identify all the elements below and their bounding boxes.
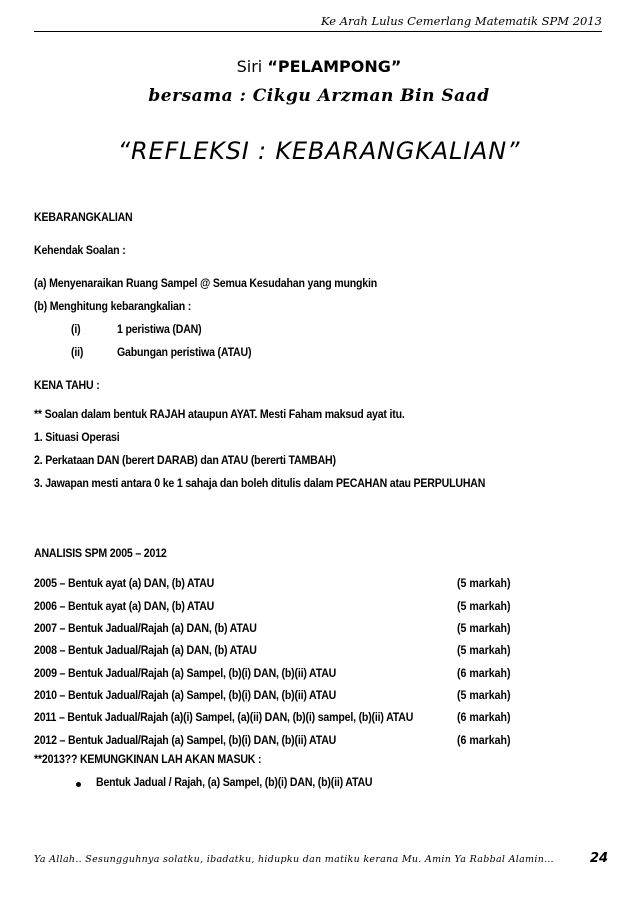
section-heading: KEBARANGKALIAN	[34, 212, 133, 224]
sub-item-ii-number: (ii)	[71, 347, 84, 359]
analisis-row-marks: (5 markah)	[457, 690, 511, 702]
sub-item-ii-text: Gabungan peristiwa (ATAU)	[117, 347, 252, 359]
bullet-dot-icon	[76, 782, 81, 787]
kehendak-heading: Kehendak Soalan :	[34, 245, 126, 257]
analisis-row-marks: (5 markah)	[457, 645, 511, 657]
running-header: Ke Arah Lulus Cemerlang Matematik SPM 2013	[321, 14, 602, 28]
requirement-a: (a) Menyenaraikan Ruang Sampel @ Semua Kesudahan yang mungkin	[34, 278, 378, 290]
analisis-row-text: 2008 – Bentuk Jadual/Rajah (a) DAN, (b) ATAU	[34, 645, 257, 657]
note-4: 3. Jawapan mesti antara 0 ke 1 sahaja dan boleh ditulis dalam PECAHAN atau PERPULUHAN	[34, 478, 486, 490]
sub-item-i-text: 1 peristiwa (DAN)	[117, 324, 202, 336]
analisis-row-marks: (6 markah)	[457, 668, 511, 680]
prediction-heading: **2013?? KEMUNGKINAN LAH AKAN MASUK :	[34, 754, 262, 766]
author-line: bersama : Cikgu Arzman Bin Saad	[148, 86, 490, 106]
prediction-bullet: Bentuk Jadual / Rajah, (a) Sampel, (b)(i) DAN, (b)(ii) ATAU	[96, 777, 373, 789]
note-1: ** Soalan dalam bentuk RAJAH ataupun AYAT. Mesti Faham maksud ayat itu.	[34, 409, 405, 421]
analisis-row-marks: (6 markah)	[457, 712, 511, 724]
analisis-row-text: 2009 – Bentuk Jadual/Rajah (a) Sampel, (b)(i) DAN, (b)(ii) ATAU	[34, 668, 337, 680]
series-prefix: Siri	[236, 57, 268, 76]
series-title	[0, 57, 638, 76]
analisis-row-marks: (5 markah)	[457, 601, 511, 613]
analisis-row-marks: (5 markah)	[457, 578, 511, 590]
analisis-row-text: 2012 – Bentuk Jadual/Rajah (a) Sampel, (b)(i) DAN, (b)(ii) ATAU	[34, 735, 337, 747]
analisis-row-text: 2007 – Bentuk Jadual/Rajah (a) DAN, (b) ATAU	[34, 623, 257, 635]
page-number: 24	[590, 851, 609, 866]
requirement-b: (b) Menghitung kebarangkalian :	[34, 301, 192, 313]
note-3: 2. Perkataan DAN (berert DARAB) dan ATAU (bererti TAMBAH)	[34, 455, 336, 467]
analisis-row-text: 2006 – Bentuk ayat (a) DAN, (b) ATAU	[34, 601, 215, 613]
analisis-row-marks: (6 markah)	[457, 735, 511, 747]
series-name: “PELAMPONG”	[267, 57, 402, 76]
analisis-heading: ANALISIS SPM 2005 – 2012	[34, 548, 167, 560]
header-divider	[34, 31, 602, 32]
document-title: “REFLEKSI : KEBARANGKALIAN”	[117, 137, 521, 165]
analisis-row-text: 2011 – Bentuk Jadual/Rajah (a)(i) Sampel, (a)(ii) DAN, (b)(i) sampel, (b)(ii) ATAU	[34, 712, 414, 724]
analisis-row-text: 2005 – Bentuk ayat (a) DAN, (b) ATAU	[34, 578, 215, 590]
analisis-row-marks: (5 markah)	[457, 623, 511, 635]
kena-tahu-heading: KENA TAHU :	[34, 380, 100, 392]
sub-item-i-number: (i)	[71, 324, 81, 336]
footer-prayer: Ya Allah.. Sesungguhnya solatku, ibadatku, hidupku dan matiku kerana Mu. Amin Ya Rabbal Alamin…	[34, 854, 554, 865]
note-2: 1. Situasi Operasi	[34, 432, 120, 444]
analisis-row-text: 2010 – Bentuk Jadual/Rajah (a) Sampel, (b)(i) DAN, (b)(ii) ATAU	[34, 690, 337, 702]
